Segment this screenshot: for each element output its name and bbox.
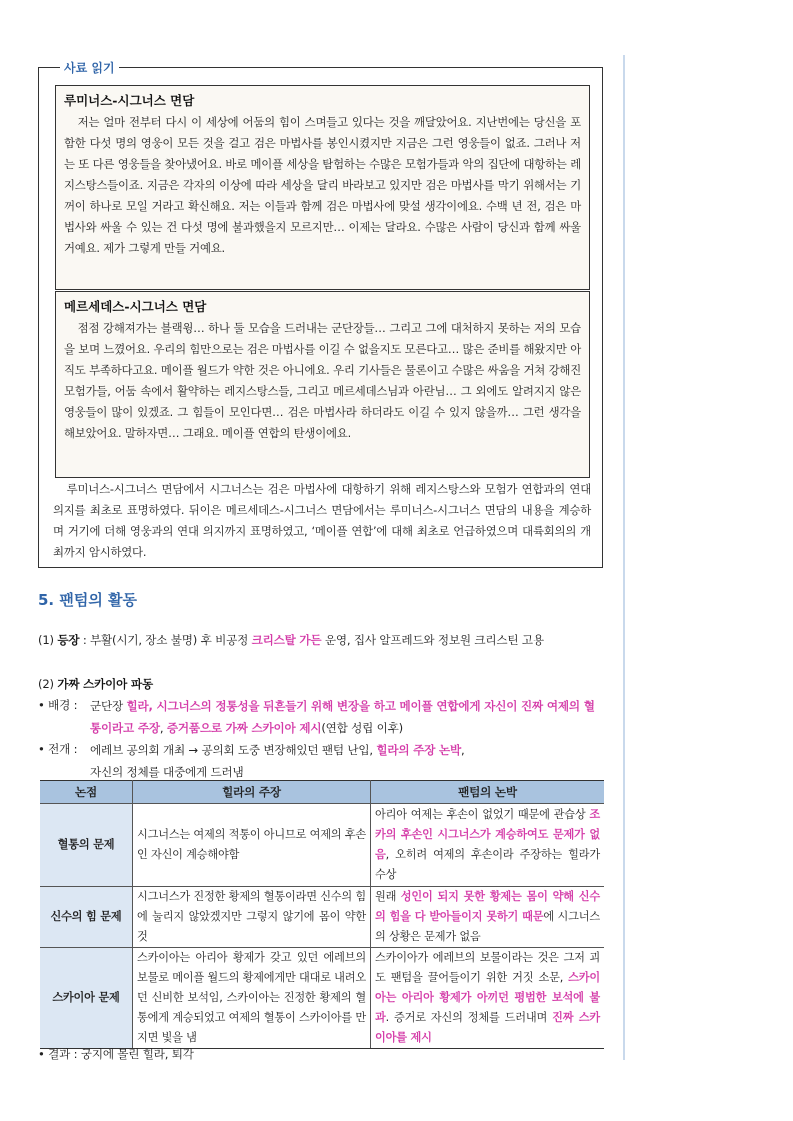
highlight: 스카이아는 아리아 황제가 아끼던 평범한 보석에 불과	[375, 971, 600, 1024]
bullet-development-text	[90, 739, 610, 783]
item-fake-skaia	[38, 674, 153, 695]
source-summary: 루미너스-시그너스 면담에서 시그너스는 검은 마법사에 대항하기 위해 레지스탕스와 모험가 연합과의 연대 의지를 최초로 표명하였다. 뒤이은 메르세데스-시그너스 면담에서는 루미너스-시그너스 면담의 내용을 계승하며 거기에 더해 영웅과의 연대 의지까지 표명하였고, ‘메이플 연합’에 대해 최초로 언급하였으며 대륙회의의 개최까지 암시하였다.	[53, 482, 591, 559]
highlight: 힐라, 시그너스의 정통성을 뒤흔들기 위해 변장을 하고 메이플 연합에게 자신이 진짜 여제의 혈통이라고 주장	[90, 699, 595, 735]
text: (연합 성립 이후)	[321, 721, 403, 735]
item-appearance	[38, 630, 544, 651]
issue-cell: 신수의 힘 문제	[40, 887, 133, 948]
rebuttal-cell	[371, 948, 605, 1049]
bullet-development-label	[38, 739, 77, 760]
bullet-background-label	[38, 695, 77, 716]
interview-title: 메르세데스-시그너스 면담	[64, 299, 207, 314]
text: 에 시그너스의 상황은 문제가 없음	[375, 910, 600, 943]
item-number: (2)	[38, 677, 54, 691]
text: 궁지에 몰린 힐라, 퇴각	[80, 1047, 194, 1061]
item-key: 등장	[57, 633, 80, 647]
table-row	[40, 887, 604, 948]
text: 자신의 정체를 대중에게 드러냄	[90, 765, 244, 779]
table-header-row	[40, 781, 604, 804]
highlight: 크리스탈 가든	[251, 633, 322, 647]
bullet-background-text	[90, 695, 600, 739]
bullet-icon: •	[38, 742, 45, 756]
text: ,	[159, 721, 167, 735]
text: 군단장	[90, 699, 127, 713]
interview-text: 점점 강해져가는 블랙윙… 하나 둘 모습을 드러내는 군단장들… 그리고 그에 대처하지 못하는 저의 모습을 보며 느꼈어요. 우리의 힘만으로는 검은 마법사를 이길 수 없을지도 모른다고… 많은 준비를 해왔지만 아직도 부족하다고요. 메이플 월드가 약한 것은 아니에요. 우리 기사들은 물론이고 수많은 싸움을 거쳐 강해진 모험가들, 어둠 속에서 활약하는 레지스탕스들, 그리고 메르세데스님과 아란님… 그 외에도 알려지지 않은 영웅들이 많이 있겠죠. 그 힘들이 모인다면… 검은 마법사라 하더라도 이길 수 있지 않을까… 그런 생각을 해보았어요. 말하자면… 그래요. 메이플 연합의 탄생이에요.	[64, 321, 581, 440]
item-key: 가짜 스카이아 파동	[57, 677, 153, 691]
claim-cell: 시그너스가 진정한 황제의 혈통이라면 신수의 힘에 눌리지 않았겠지만 그렇지 않기에 몸이 약한 것	[133, 887, 371, 948]
page-margin-line	[623, 55, 625, 1060]
text: 운영, 집사 알프레드와 정보원 크리스틴 고용	[321, 633, 544, 647]
text: 에레브 공의회 개최 → 공의회 도중 변장해있던 팬텀 난입,	[90, 743, 377, 757]
bullet-label: 결과 :	[48, 1047, 81, 1061]
rebuttal-cell	[371, 887, 605, 948]
text: . 증거로 자신의 정체를 드러내며	[385, 1011, 553, 1024]
issue-cell: 스카이아 문제	[40, 948, 133, 1049]
item-number: (1)	[38, 633, 54, 647]
interview-mercedes-box	[55, 291, 590, 478]
text: , 오히려 여제의 후손이라 주장하는 힐라가 수상	[375, 848, 600, 881]
interview-text: 저는 얼마 전부터 다시 이 세상에 어둠의 힘이 스며들고 있다는 것을 깨달았어요. 지난번에는 당신을 포함한 다섯 명의 영웅이 모든 것을 걸고 검은 마법사를 봉인시켰지만 지금은 그런 영웅들이 없죠. 그러나 저는 또 다른 영웅들을 찾아냈어요. 바로 메이플 세상을 탐험하는 수많은 모험가들과 악의 집단에 대항하는 레지스탕스들이죠. 지금은 각자의 이상에 따라 세상을 달리 바라보고 있지만 검은 마법사를 막기 위해서는 기꺼이 하나로 모일 거라고 확신해요. 저는 이들과 함께 검은 마법사에 맞설 생각이에요. 수백 년 전, 검은 마법사와 싸울 수 있는 건 다섯 명에 불과했을지 모르지만… 이제는 달라요. 수많은 사람이 당신과 함께 싸울 거예요. 제가 그렇게 만들 거예요.	[64, 115, 581, 255]
interview-luminous-box	[55, 85, 590, 290]
text: ,	[461, 743, 465, 757]
section-title: 5. 팬텀의 활동	[38, 591, 138, 609]
highlight: 조카의 후손인 시그너스가 계승하여도 문제가 없음	[375, 808, 600, 861]
column-header: 힐라의 주장	[133, 781, 371, 804]
separator: :	[79, 633, 91, 647]
column-header: 논점	[40, 781, 133, 804]
bullet-icon: •	[38, 1047, 45, 1061]
text: 원래	[375, 890, 401, 903]
text: 아리아 여제는 후손이 없었기 때문에 관습상	[375, 808, 590, 821]
highlight: 증거품으로 가짜 스카이아 제시	[166, 721, 322, 735]
highlight: 진짜 스카이아를 제시	[375, 1011, 601, 1044]
column-header: 팬텀의 논박	[371, 781, 605, 804]
bullet-label: 배경 :	[48, 698, 78, 712]
claim-cell: 시그너스는 여제의 적통이 아니므로 여제의 후손인 자신이 계승해야함	[133, 804, 371, 887]
text: 부활(시기, 장소 불명) 후 비공정	[90, 633, 252, 647]
bullet-icon: •	[38, 698, 45, 712]
claim-cell: 스카이아는 아리아 황제가 갖고 있던 에레브의 보물로 메이플 월드의 황제에게만 대대로 내려오던 신비한 보석임, 스카이아는 진정한 황제의 혈통에게 계승되었고 여제의 혈통이 스카이아를 만지면 빛을 냄	[133, 948, 371, 1049]
bullet-label: 전개 :	[48, 742, 78, 756]
source-reading-label: 사료 읽기	[60, 59, 119, 76]
bullet-result	[38, 1044, 194, 1065]
highlight: 힐라의 주장 논박	[376, 743, 462, 757]
dispute-table	[40, 780, 604, 1049]
interview-title: 루미너스-시그너스 면담	[64, 93, 195, 108]
table-row	[40, 804, 604, 887]
table-row	[40, 948, 604, 1049]
issue-cell: 혈통의 문제	[40, 804, 133, 887]
highlight: 성인이 되지 못한 황제는 몸이 약해 신수의 힘을 다 받아들이지 못하기 때문	[375, 890, 600, 923]
text: 스카이아가 에레브의 보물이라는 것은 그저 괴도 팬텀을 끌어들이기 위한 거짓 소문,	[375, 951, 600, 984]
rebuttal-cell	[371, 804, 605, 887]
